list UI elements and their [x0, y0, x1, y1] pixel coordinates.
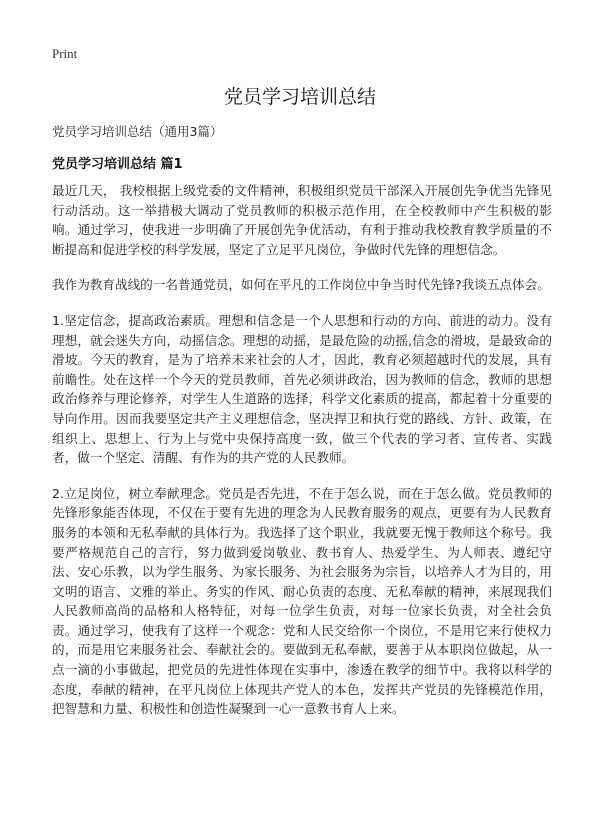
- paragraph-point-1: 1.坚定信念，提高政治素质。理想和信念是一个人思想和行动的方向、前进的动力。没有理想，就会迷失方向，动摇信念。理想的动摇，是最危险的动摇,信念的滑坡，是最致命的滑坡。今天的教育，是为了培养未来社会的人才，因此，教育必须超越时代的发展，具有前瞻性。处在这样一个今天的党员教师，首先必须讲政治，因为教师的信念，教师的思想政治修养与理论修养，对学生人生道路的选择，科学文化素质的提高，都起着十分重要的导向作用。因而我要坚定共产主义理想信念，坚决捍卫和执行党的路线、方针、政策，在组织上、思想上、行为上与党中央保持高度一致，做三个代表的学习者、宣传者、实践者，做一个坚定、清醒、有作为的共产党的人民教师。: [52, 312, 552, 466]
- paragraph-point-2: 2.立足岗位，树立奉献理念。党员是否先进，不在于怎么说，而在于怎么做。党员教师的先锋形象能否体现，不仅在于要有先进的理念为人民教育服务的观点，更要有为人民教育服务的本领和无私奉献的具体行为。我选择了这个职业，我就要无愧于教师这个称号。我要严格规范自己的言行，努力做到爱岗敬业、教书育人、热爱学生、为人师表、遵纪守法、安心乐教，以为学生服务、为家长服务、为社会服务为宗旨，以培养人才为目的，用文明的语言、文雅的举止、务实的作风、耐心负责的态度、无私奉献的精神，来展现我们人民教师高尚的品格和人格特征，对每一位学生负责，对每一位家长负责，对全社会负责。通过学习，使我有了这样一个观念：党和人民交给你一个岗位，不是用它来行使权力的，而是用它来服务社会、奉献社会的。要做到无私奉献，要善于从本职岗位做起，从一点一滴的小事做起，把党员的先进性体现在实事中，渗透在教学的细节中。我将以科学的态度，奉献的精神，在平凡岗位上体现共产党人的本色，发挥共产党员的先锋模范作用，把智慧和力量、积极性和创造性凝聚到一心一意教书育人上来。: [52, 485, 552, 717]
- document-title: 党员学习培训总结: [223, 86, 376, 108]
- paragraph-intro: 最近几天， 我校根据上级党委的文件精神，积极组织党员干部深入开展创先争优当先锋见行动活动。这一举措极大调动了党员教师的积极示范作用，在全校教师中产生积极的影响。通过学习，使我进一步明确了开展创先争优活动，有利于推动我校教育教学质量的不断提高和促进学校的科学发展，坚定了立足平凡岗位，争做时代先锋的理想信念。: [52, 183, 552, 257]
- paragraph-question: 我作为教育战线的一名普通党员，如何在平凡的工作岗位中争当时代先锋?我谈五点体会。: [52, 277, 550, 293]
- print-link[interactable]: Print: [52, 46, 78, 61]
- article-body: [52, 181, 552, 735]
- document-subtitle: 党员学习培训总结（通用3篇）: [52, 124, 223, 139]
- section-heading: 党员学习培训总结 篇1: [52, 157, 183, 172]
